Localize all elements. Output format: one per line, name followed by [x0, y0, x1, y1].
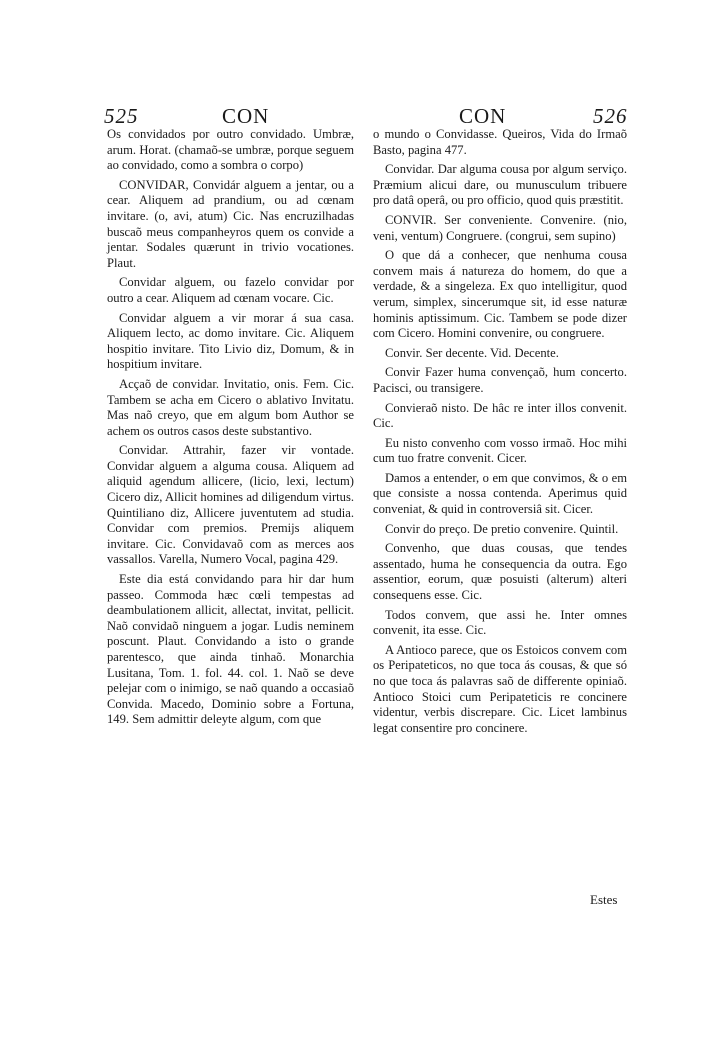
entry-paragraph: Convidar. Dar alguma cousa por algum serviço. Præmium alicui dare, ou munusculum tribuere pro datâ operâ, ou pro officio, quod quis præstitit. — [373, 162, 627, 208]
entry-paragraph: Acçaõ de convidar. Invitatio, onis. Fem. Cic. Tambem se acha em Cicero o ablativo Invitatu. Mas naõ creyo, que em algum bom Author se achem os outros casos deste substantivo. — [107, 376, 354, 438]
entry-paragraph: A Antioco parece, que os Estoicos convem com os Peripateticos, no que toca ás cousas, & que só no que toca ás palavras saõ de differente opiniaõ. Antioco Stoici cum Peripateticis re concinere videntur, verbis discrepare. Cic. Licet lambinus legat consentire pro concinere. — [373, 642, 627, 735]
entry-paragraph: Convir do preço. De pretio convenire. Quintil. — [385, 521, 619, 536]
entry-paragraph: O que dá a conhecer, que nenhuma cousa convem mais á natureza do homem, do que a verdade, & a singeleza. Ex quo intelligitur, quod verum, simplex, sincerumque sit, id esse naturæ hominis aptissimum. Cic. Tambem se pode dizer com Cicero. Homini convenire, ou congruere. — [373, 248, 627, 341]
left-running-head: CON — [222, 104, 270, 128]
entry-paragraph: Eu nisto convenho com vosso irmaõ. Hoc mihi cum tuo fratre convenit. Cicer. — [373, 435, 627, 466]
entry-paragraph: Convidar. Attrahir, fazer vir vontade. Convidar alguem a alguma cousa. Aliquem ad aliquid agendum allicere, (licio, lexi, lectum) Cicero diz, Allicit homines ad diligendum virtus. Quintiliano diz, Allicere juventutem ad studia. Convidar com premios. Premijs aliquem invitare. Cic. Convidavaõ com as merces aos vassallos. Varella, Numero Vocal, pagina 429. — [107, 443, 354, 567]
left-page-number: 525 — [104, 104, 139, 128]
entry-paragraph: Este dia está convidando para hir dar hum passeo. Commoda hæc cœli tempestas ad deambulationem allicit, allectat, invitat, pellicit. Naõ convidaõ ninguem a jogar. Ludis neminem poscunt. Plaut. Convidando a isto o grande parentesco, que ainda tinhaõ. Monarchia Lusitana, Tom. 1. fol. 44. col. 1. Naõ se deve pelejar com o inimigo, se naõ quando a occasiaõ Convida. Macedo, Dominio sobre a Fortuna, 149. Sem admittir deleyte algum, com que — [107, 572, 354, 727]
entry-paragraph: Convir Fazer huma convençaõ, hum concerto. Pacisci, ou transigere. — [373, 365, 627, 395]
catchword: Estes — [590, 892, 618, 907]
right-column — [373, 127, 627, 740]
entry-paragraph: CONVIDAR, Convidár alguem a jentar, ou a cear. Aliquem ad prandium, ou ad cœnam invitare. (o, avi, atum) Cic. Nas encruzilhadas buscaõ meus companheyros quem os convide a jentar. Sodales quærunt in trivio vocationes. Plaut. — [107, 177, 354, 270]
entry-paragraph: o mundo o Convidasse. Queiros, Vida do Irmaõ Basto, pagina 477. — [373, 127, 627, 157]
entry-paragraph: CONVIR. Ser conveniente. Convenire. (nio, veni, ventum) Congruere. (congrui, sem supino) — [373, 212, 627, 243]
entry-paragraph: Convir. Ser decente. Vid. Decente. — [385, 345, 559, 360]
entry-paragraph: Convieraõ nisto. De hâc re inter illos convenit. Cic. — [373, 400, 627, 431]
left-column — [107, 127, 354, 732]
right-page-number: 526 — [593, 104, 628, 128]
entry-paragraph: Convidar alguem, ou fazelo convidar por outro a cear. Aliquem ad cœnam vocare. Cic. — [107, 275, 354, 305]
entry-paragraph: Damos a entender, o em que convimos, & o em que consiste a nossa contenda. Aperimus quid conveniat, & quid in controversiâ sit. Cicer. — [373, 470, 627, 517]
entry-paragraph: Todos convem, que assi he. Inter omnes convenit, ita esse. Cic. — [373, 607, 627, 638]
entry-paragraph: Convenho, que duas cousas, que tendes assentado, huma he consequencia da outra. Ego assentior, eorum, quæ posuisti (alterum) alteri consequens esse. Cic. — [373, 541, 627, 603]
right-running-head: CON — [459, 104, 507, 128]
entry-paragraph: Convidar alguem a vir morar á sua casa. Aliquem lecto, ac domo invitare. Cic. Aliquem hospitio invitare. Tito Livio diz, Domum, & in hospitium invitare. — [107, 310, 354, 372]
entry-paragraph: Os convidados por outro convidado. Umbræ, arum. Horat. (chamaõ-se umbræ, porque seguem ao convidado, como a sombra o corpo) — [107, 127, 354, 173]
